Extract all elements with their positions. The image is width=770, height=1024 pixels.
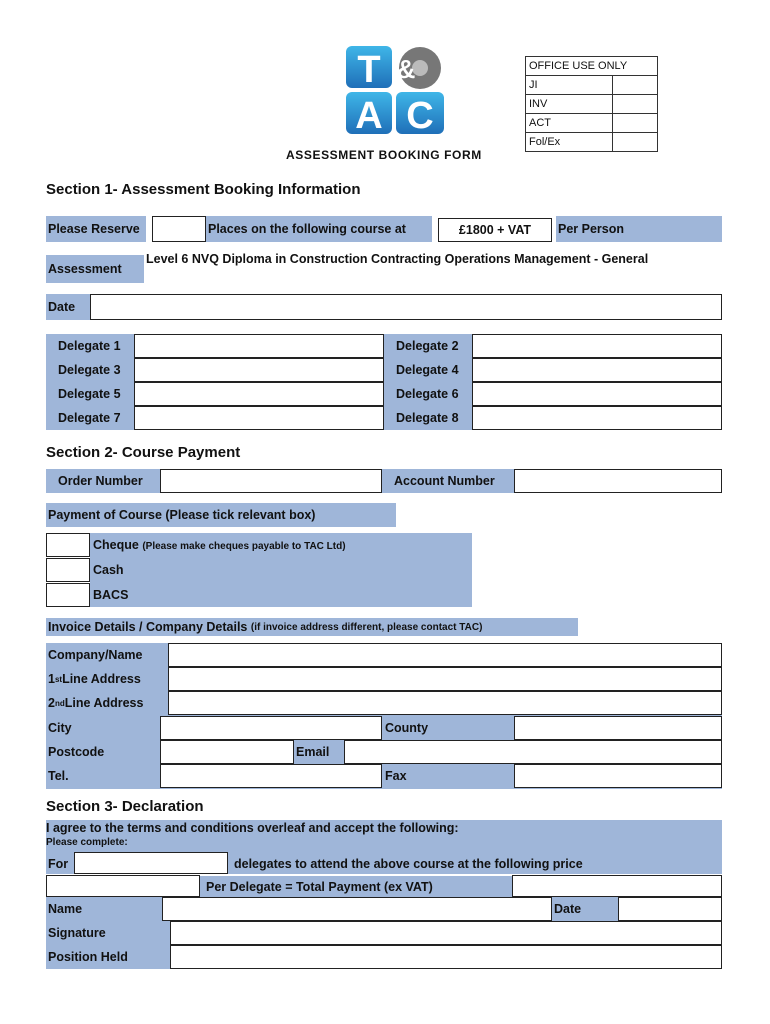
- fax-label: Fax: [385, 769, 407, 783]
- price-box: [438, 218, 552, 242]
- office-row-value[interactable]: [613, 76, 658, 95]
- for-label: For: [48, 857, 69, 871]
- office-row-label: INV: [526, 95, 613, 114]
- cash-label: Cash: [93, 563, 124, 577]
- date-label-decl: Date: [554, 902, 582, 916]
- delegate-label: Delegate 8: [396, 411, 459, 425]
- delegate-input[interactable]: [134, 382, 384, 406]
- section1-title: Section 1- Assessment Booking Information: [46, 181, 361, 198]
- places-count-input[interactable]: [152, 216, 206, 242]
- date-input-decl[interactable]: [618, 897, 722, 921]
- delegate-input[interactable]: [472, 358, 722, 382]
- svg-text:&: &: [396, 54, 416, 84]
- order-number-input[interactable]: [160, 469, 382, 493]
- line1-input[interactable]: [168, 667, 722, 691]
- cheque-text: Cheque: [93, 538, 139, 552]
- delegate-label: Delegate 3: [58, 363, 121, 377]
- assessment-label: Assessment: [46, 255, 144, 283]
- signature-input[interactable]: [170, 921, 722, 945]
- section3-title: Section 3- Declaration: [46, 798, 204, 815]
- office-row-value[interactable]: [613, 114, 658, 133]
- office-row-value[interactable]: [613, 95, 658, 114]
- line1-label: [46, 668, 141, 690]
- postcode-label: Postcode: [48, 745, 105, 759]
- agree-text: I agree to the terms and conditions overleaf and accept the following:: [46, 821, 459, 835]
- form-title: ASSESSMENT BOOKING FORM: [286, 148, 482, 162]
- svg-text:C: C: [406, 95, 434, 137]
- line1-sup: st: [54, 674, 63, 684]
- places-on-label: Places on the following course at: [206, 216, 432, 242]
- name-label: Name: [48, 902, 83, 916]
- per-person-label: Per Person: [556, 216, 722, 242]
- invoice-title-text: Invoice Details / Company Details: [48, 620, 248, 634]
- tel-input[interactable]: [160, 764, 382, 788]
- delegates-text: delegates to attend the above course at the following price: [234, 857, 583, 871]
- invoice-note: (if invoice address different, please contact TAC): [250, 621, 483, 633]
- line1-rest: Line Address: [62, 672, 141, 686]
- office-row-label: ACT: [526, 114, 613, 133]
- svg-text:T: T: [357, 49, 381, 91]
- delegate-label: Delegate 5: [58, 387, 121, 401]
- total-payment-input[interactable]: [512, 875, 722, 897]
- invoice-title: [46, 618, 578, 636]
- city-label: City: [48, 721, 72, 735]
- please-complete-text: Please complete:: [46, 837, 128, 848]
- delegate-input[interactable]: [472, 382, 722, 406]
- signature-label: Signature: [48, 926, 106, 940]
- delegate-input[interactable]: [134, 358, 384, 382]
- line2-sup: nd: [54, 698, 65, 708]
- line2-input[interactable]: [168, 691, 722, 715]
- delegate-input[interactable]: [472, 406, 722, 430]
- cheque-label: [93, 538, 346, 552]
- payment-title: Payment of Course (Please tick relevant box): [46, 503, 396, 527]
- office-use-title: OFFICE USE ONLY: [526, 57, 658, 76]
- course-name: Level 6 NVQ Diploma in Construction Contracting Operations Management - General: [146, 252, 649, 266]
- section2-title: Section 2- Course Payment: [46, 444, 241, 461]
- company-name-input[interactable]: [168, 643, 722, 667]
- per-delegate-input[interactable]: [46, 875, 200, 897]
- delegate-label: Delegate 2: [396, 339, 459, 353]
- bacs-label: BACS: [93, 588, 129, 602]
- fax-input[interactable]: [514, 764, 722, 788]
- date-label: Date: [46, 294, 722, 320]
- delegate-count-input[interactable]: [74, 852, 228, 874]
- delegate-label: Delegate 6: [396, 387, 459, 401]
- cheque-checkbox[interactable]: [46, 533, 90, 557]
- company-name-label: Company/Name: [48, 648, 143, 662]
- email-input[interactable]: [344, 740, 722, 764]
- email-label: Email: [296, 745, 330, 759]
- price-value: £1800 + VAT: [458, 223, 532, 237]
- postcode-input[interactable]: [160, 740, 294, 764]
- line1-num: 1: [48, 672, 55, 686]
- date-input[interactable]: [90, 294, 722, 320]
- delegate-label: Delegate 7: [58, 411, 121, 425]
- office-use-table: [525, 56, 658, 152]
- account-number-text: Account Number: [394, 474, 495, 488]
- cheque-note: (Please make cheques payable to TAC Ltd): [142, 541, 346, 552]
- line2-rest: Line Address: [64, 696, 144, 710]
- svg-text:A: A: [355, 95, 383, 137]
- city-input[interactable]: [160, 716, 382, 740]
- line2-num: 2: [48, 696, 55, 710]
- delegate-input[interactable]: [472, 334, 722, 358]
- office-row-label: Fol/Ex: [526, 133, 613, 152]
- position-input[interactable]: [170, 945, 722, 969]
- delegate-label: Delegate 4: [396, 363, 459, 377]
- order-number-text: Order Number: [58, 474, 143, 488]
- bacs-checkbox[interactable]: [46, 583, 90, 607]
- office-row-value[interactable]: [613, 133, 658, 152]
- account-number-input[interactable]: [514, 469, 722, 493]
- position-label: Position Held: [48, 950, 128, 964]
- tel-label: Tel.: [48, 769, 69, 783]
- please-reserve-label: Please Reserve: [46, 216, 146, 242]
- cash-checkbox[interactable]: [46, 558, 90, 582]
- office-row-label: JI: [526, 76, 613, 95]
- delegate-input[interactable]: [134, 334, 384, 358]
- per-delegate-text: Per Delegate = Total Payment (ex VAT): [206, 880, 433, 894]
- county-label: County: [385, 721, 429, 735]
- logo: [344, 42, 448, 138]
- delegate-input[interactable]: [134, 406, 384, 430]
- line2-label: [46, 692, 143, 714]
- county-input[interactable]: [514, 716, 722, 740]
- delegate-label: Delegate 1: [58, 339, 121, 353]
- name-input[interactable]: [162, 897, 552, 921]
